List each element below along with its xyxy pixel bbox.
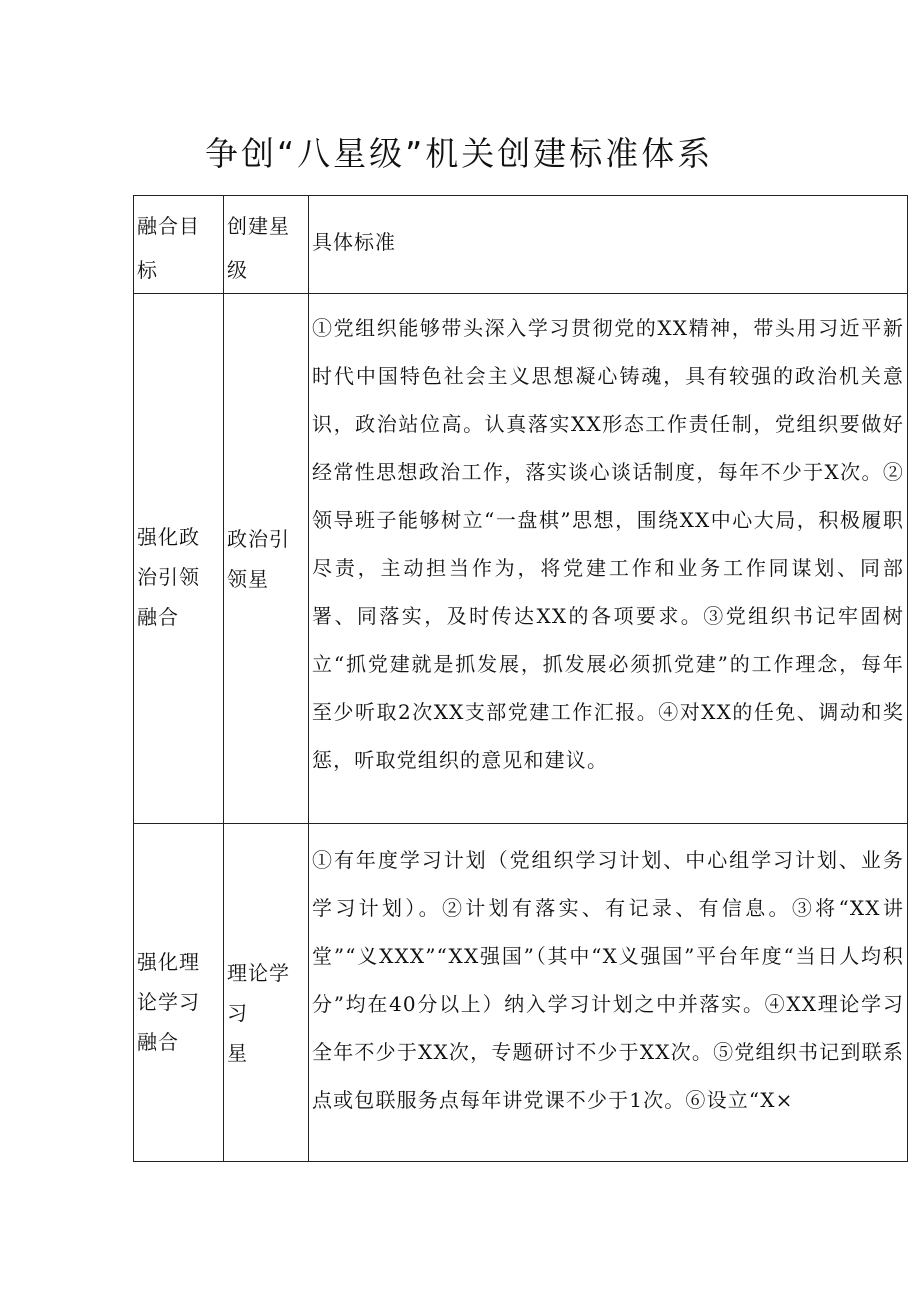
header-star-line-2: 级 (227, 258, 248, 282)
document-title: 争创“八星级”机关创建标准体系 (205, 134, 714, 173)
row-goal-line: 强化政 (137, 524, 200, 549)
row-standard-text: ①党组织能够带头深入学习贯彻党的XX精神，带头用习近平新时代中国特色社会主义思想凝心铸魂，具有较强的政治机关意识，政治站位高。认真落实XX形态工作责任制，党组织要做好经常性思想政治工作，落实谈心谈话制度，每年不少于X次。②领导班子能够树立“一盘棋”思想，围绕XX中心大局，积极履职尽责，主动担当作为，将党建工作和业务工作同谋划、同部署、同落实，及时传达XX的各项要求。③党组织书记牢固树立“抓党建就是抓发展，抓发展必须抓党建”的工作理念，每年至少听取2次XX支部党建工作汇报。④对XX的任免、调动和奖惩，听取党组织的意见和建议。 (312, 316, 904, 772)
header-star-line-1: 创建星 (227, 214, 290, 238)
header-star (224, 196, 309, 294)
row-standard-text: ①有年度学习计划（党组织学习计划、中心组学习计划、业务学习计划）。②计划有落实、有记录、有信息。③将“XX讲堂”“义XXX”“XX强国”（其中“X义强国”平台年度“当日人均积分”均在40分以上）纳入学习计划之中并落实。④XX理论学习全年不少于XX次，专题研讨不少于XX次。⑤党组织书记到联系点或包联服务点每年讲党课不少于1次。⑥设立“X× (312, 848, 904, 1112)
header-goal-line-1: 融合目 (137, 214, 200, 238)
header-goal (134, 196, 224, 294)
row-standard-cell (309, 824, 908, 1162)
header-standard (309, 196, 908, 294)
row-goal-cell (134, 294, 224, 824)
row-goal-line: 治引领 (137, 564, 200, 589)
row-star-line: 星 (227, 1040, 248, 1065)
table-header-row (134, 196, 908, 294)
row-standard-cell (309, 294, 908, 824)
row-goal-line: 强化理 (137, 949, 200, 974)
row-goal-line: 论学习 (137, 989, 200, 1014)
row-star-line: 习 (227, 1000, 248, 1025)
row-star-cell (224, 294, 309, 824)
standards-table (133, 195, 908, 1162)
row-star-line: 领星 (227, 566, 269, 591)
header-goal-line-2: 标 (137, 258, 158, 282)
row-star-cell (224, 824, 309, 1162)
row-star-line: 理论学 (227, 960, 290, 985)
table-row (134, 294, 908, 824)
table-row (134, 824, 908, 1162)
row-goal-line: 融合 (137, 1029, 179, 1054)
row-goal-line: 融合 (137, 604, 179, 629)
row-star-line: 政治引 (227, 526, 290, 551)
header-standard-label: 具体标准 (312, 229, 396, 254)
row-goal-cell (134, 824, 224, 1162)
